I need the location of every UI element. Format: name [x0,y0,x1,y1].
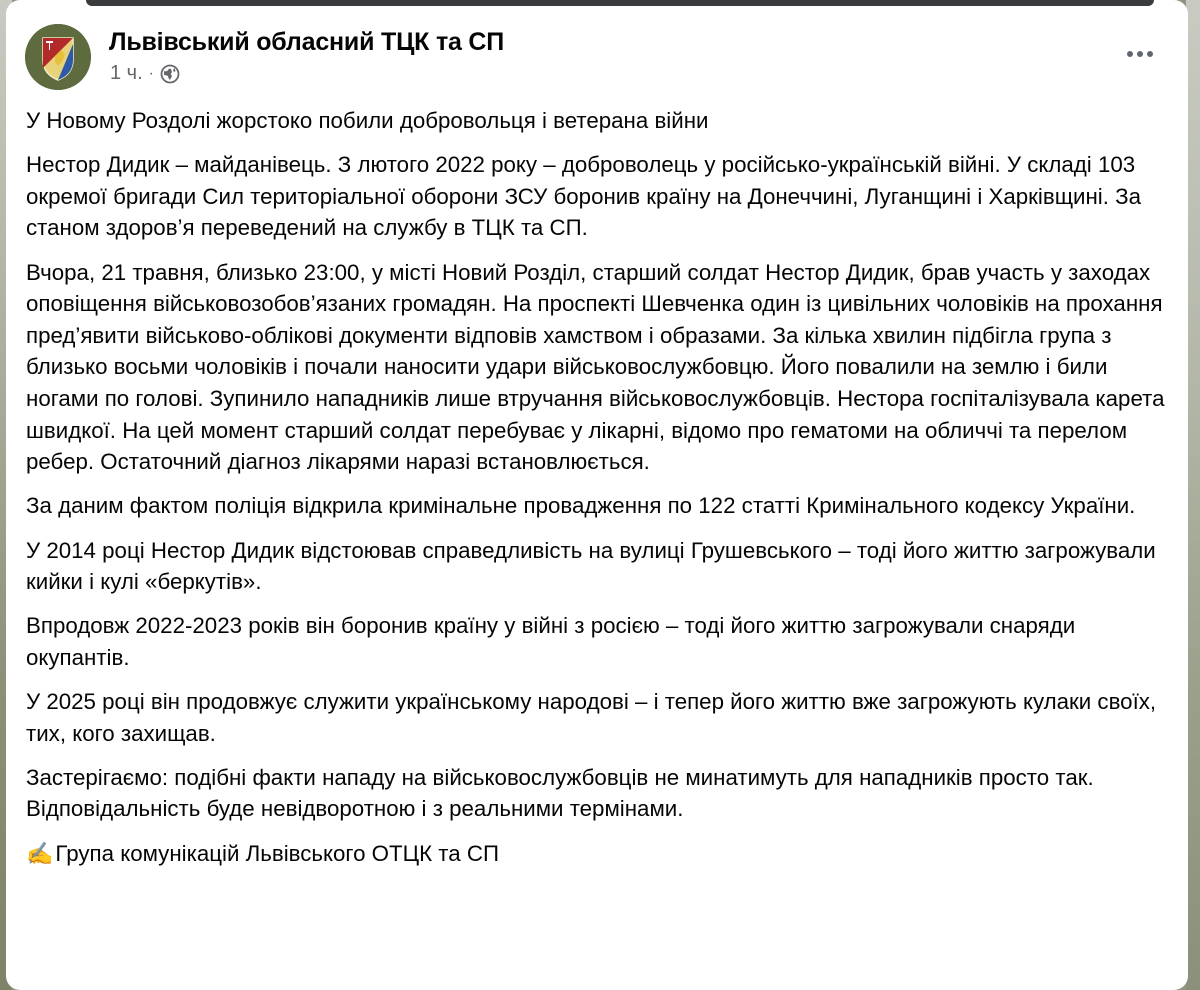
top-bar [86,0,1154,6]
post-meta [110,62,180,85]
signature-text: Група комунікацій Львівського ОТЦК та СП [55,840,499,866]
post-card [6,0,1188,990]
post-paragraph: Впродовж 2022-2023 років він боронив країну у війні з росією – тоді його життю загрожували снаряди окупантів. [26,613,1076,670]
writing-hand-icon: ✍ [26,840,54,866]
meta-separator: · [148,64,154,82]
globe-icon[interactable] [160,64,180,84]
page-name[interactable]: Львівський обласний ТЦК та СП [109,28,505,56]
post-paragraph: За даним фактом поліція відкрила кримінальне провадження по 122 статті Кримінального кодексу України. [26,493,1136,519]
emblem-icon [25,24,91,90]
post-body [26,105,1176,882]
background-right [1186,0,1200,990]
post-paragraph: У 2025 році він продовжує служити українському народові – і тепер його життю вже загрожують кулаки своїх, тих, кого захищав. [26,689,1157,746]
more-options-icon[interactable] [1122,44,1158,64]
avatar[interactable] [25,24,91,90]
post-paragraph: У 2014 році Нестор Дидик відстоював справедливість на вулиці Грушевського – тоді його життю загрожували кийки і кулі «беркутів». [26,537,1156,595]
post-paragraph-headline: У Новому Роздолі жорстоко побили добровольця і ветерана війни [26,108,709,133]
post-paragraph: Вчора, 21 травня, близько 23:00, у місті Новий Розділ, старший солдат Нестор Дидик, брав участь у заходах оповіщення військовозобов’язаних громадян. На проспекті Шевченка один із цивільних чоловіків на прохання пред’явити військово-облікові документи відповів хамством і образами. За кілька хвилин підбігла група з близько восьми чоловіків і почали наносити удари військовослужбовцю. Його повалили на землю і били ногами по голові. Зупинило нападників лише втручання військовослужбовців. Нестора госпіталізувала карета швидкої. На цей момент старший солдат перебуває у лікарні, відомо про гематоми на обличчі та перелом ребер. Остаточний діагноз лікарями наразі встановлюється. [26,259,1165,475]
post-paragraph: Застерігаємо: подібні факти нападу на військовослужбовців не минатимуть для нападників просто так. Відповідальність буде невідворотною і з реальними термінами. [26,764,1094,822]
post-signature [26,838,1176,870]
post-paragraph: Нестор Дидик – майданівець. З лютого 2022 року – доброволець у російсько-українській війні. У складі 103 окремої бригади Сил територіальної оборони ЗСУ боронив країну на Донеччині, Луганщині і Харківщині. За станом здоров’я переведений на службу в ТЦК та СП. [26,152,1142,241]
post-time[interactable]: 1 ч. [110,62,143,84]
